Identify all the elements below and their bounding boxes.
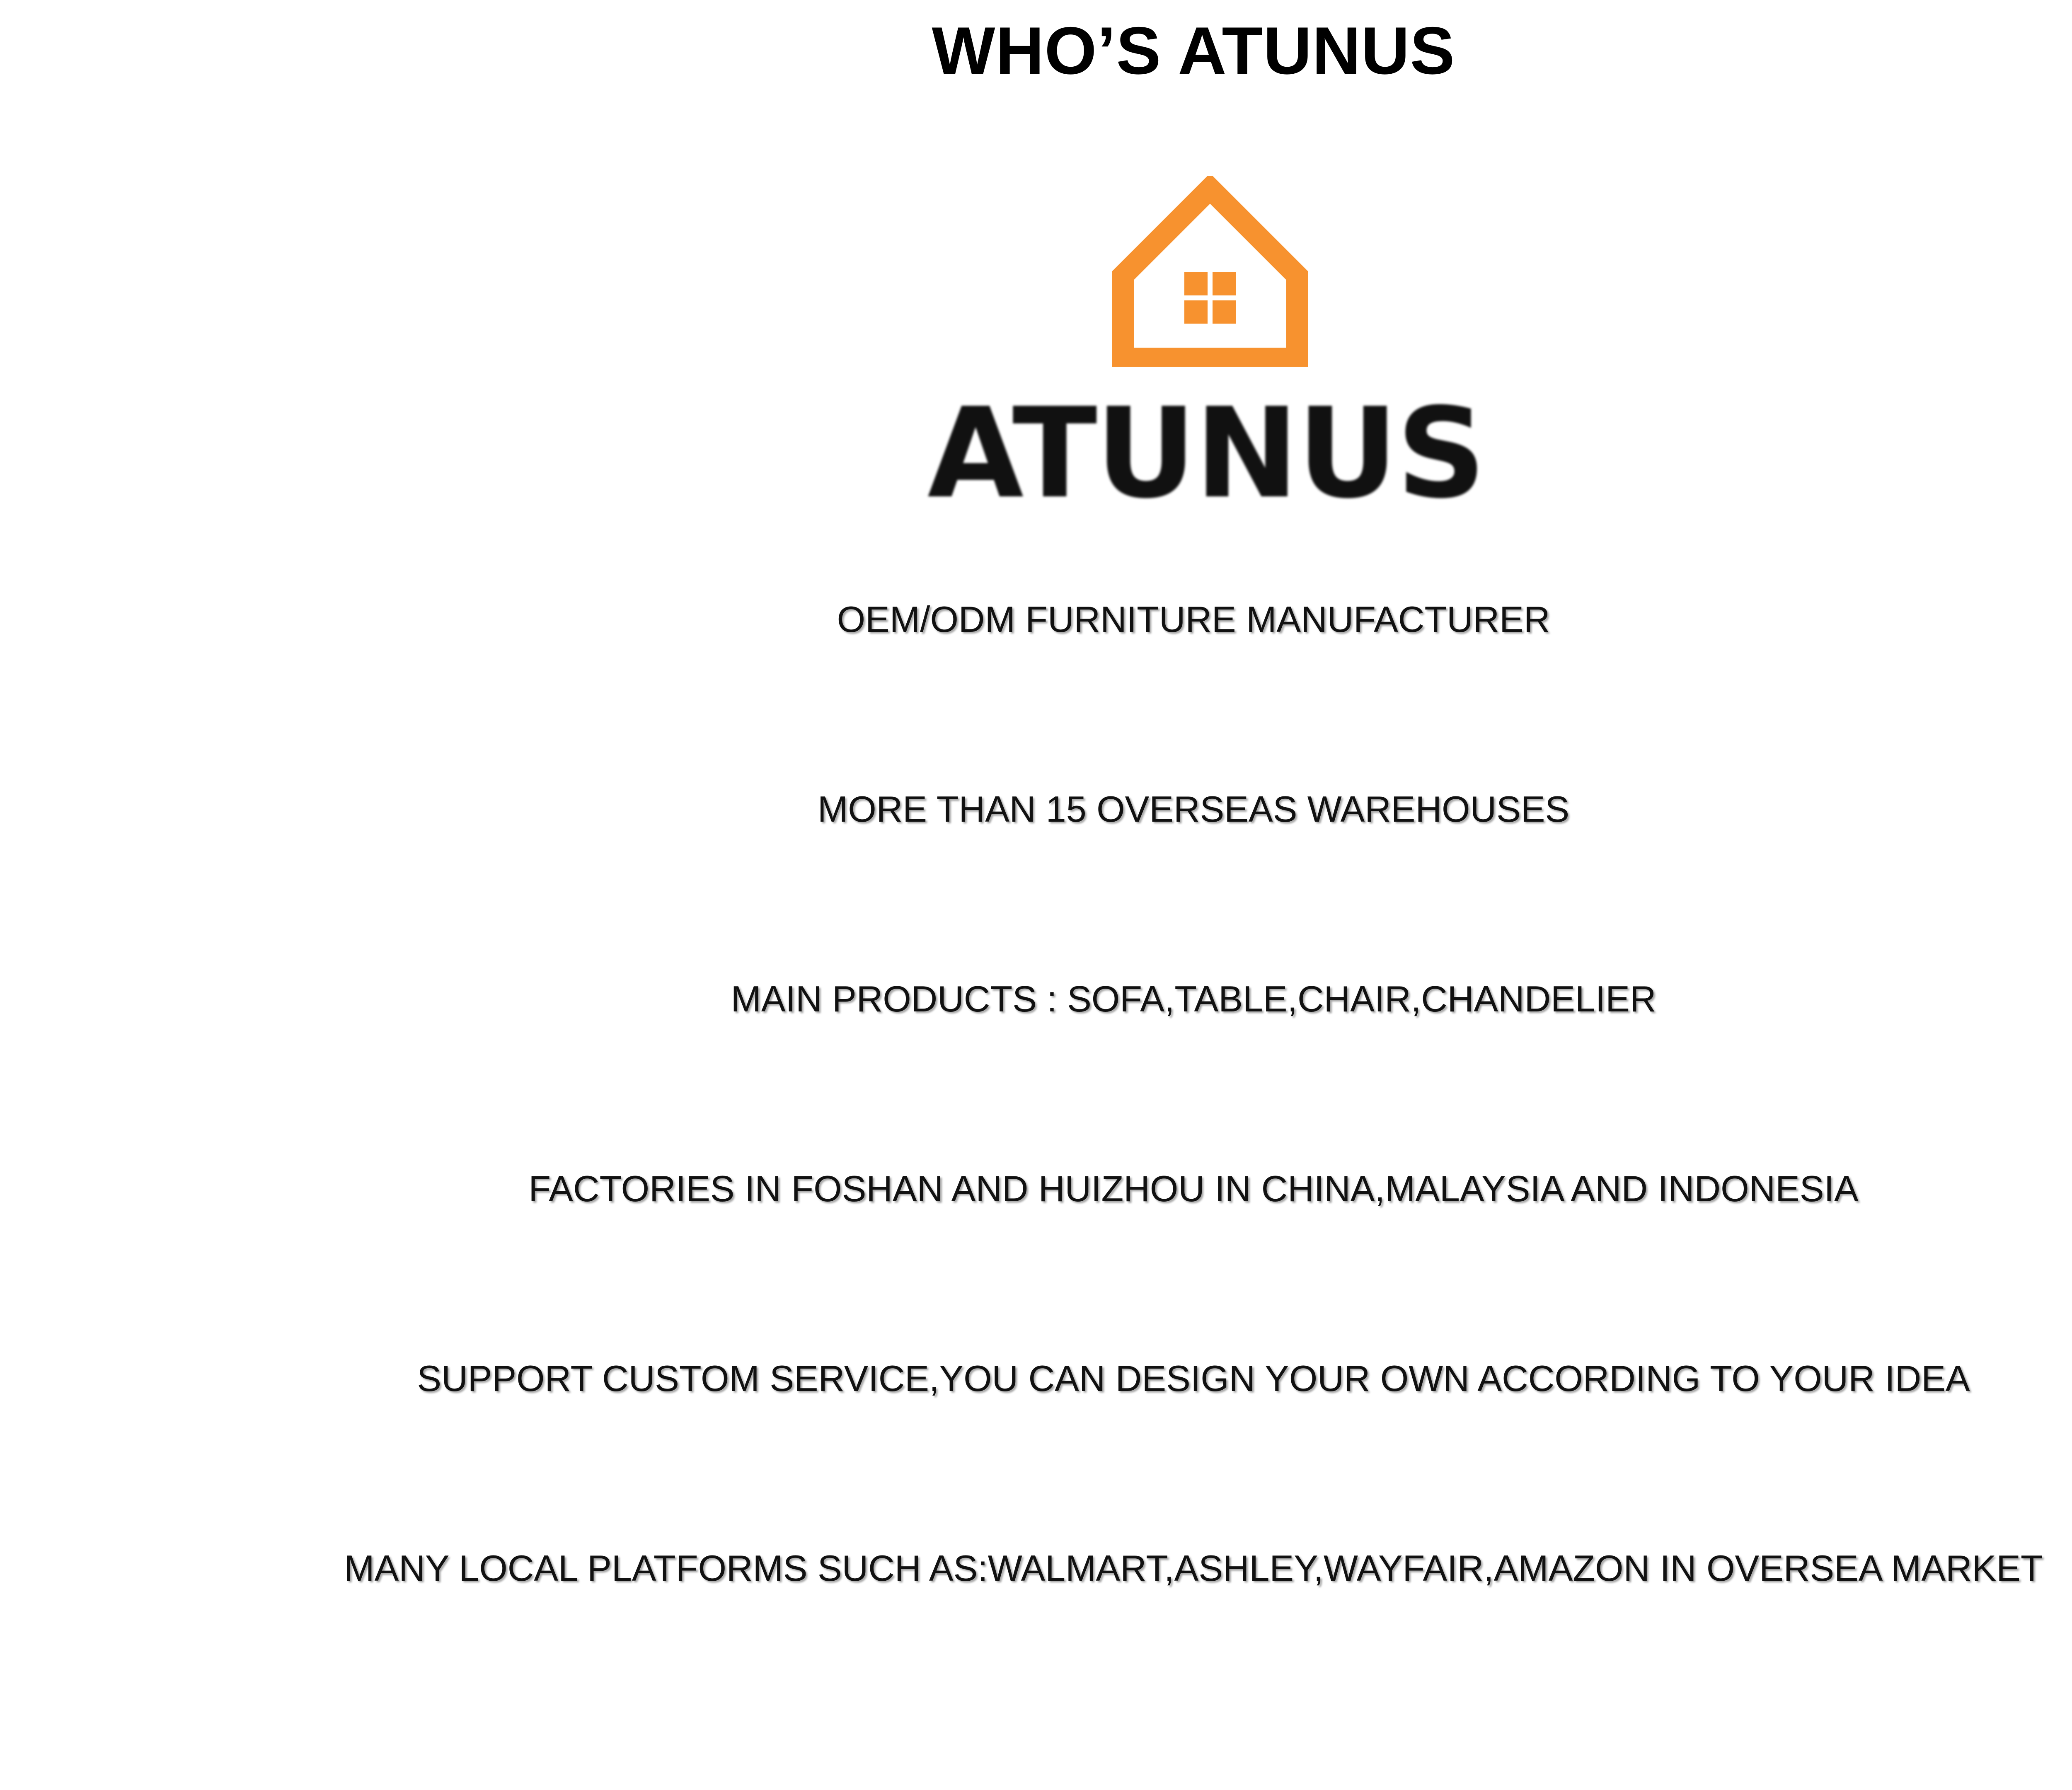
- info-line-custom-service: SUPPORT CUSTOM SERVICE,YOU CAN DESIGN YOUR OWN ACCORDING TO YOUR IDEA: [417, 1358, 1970, 1399]
- info-line-platforms: MANY LOCAL PLATFORMS SUCH AS:WALMART,ASHLEY,WAYFAIR,AMAZON IN OVERSEA MARKET: [344, 1548, 2043, 1589]
- info-line-warehouses: MORE THAN 15 OVERSEAS WAREHOUSES: [817, 789, 1570, 830]
- logo-wordmark: ATUNUS: [927, 381, 1484, 526]
- info-line-factories: FACTORIES IN FOSHAN AND HUIZHOU IN CHINA,MALAYSIA AND INDONESIA: [528, 1168, 1859, 1209]
- slide-title: WHO’S ATUNUS: [932, 13, 1455, 88]
- info-line-oem-odm: OEM/ODM FURNITURE MANUFACTURER: [837, 599, 1550, 640]
- info-line-main-products: MAIN PRODUCTS : SOFA,TABLE,CHAIR,CHANDELIER: [731, 978, 1656, 1019]
